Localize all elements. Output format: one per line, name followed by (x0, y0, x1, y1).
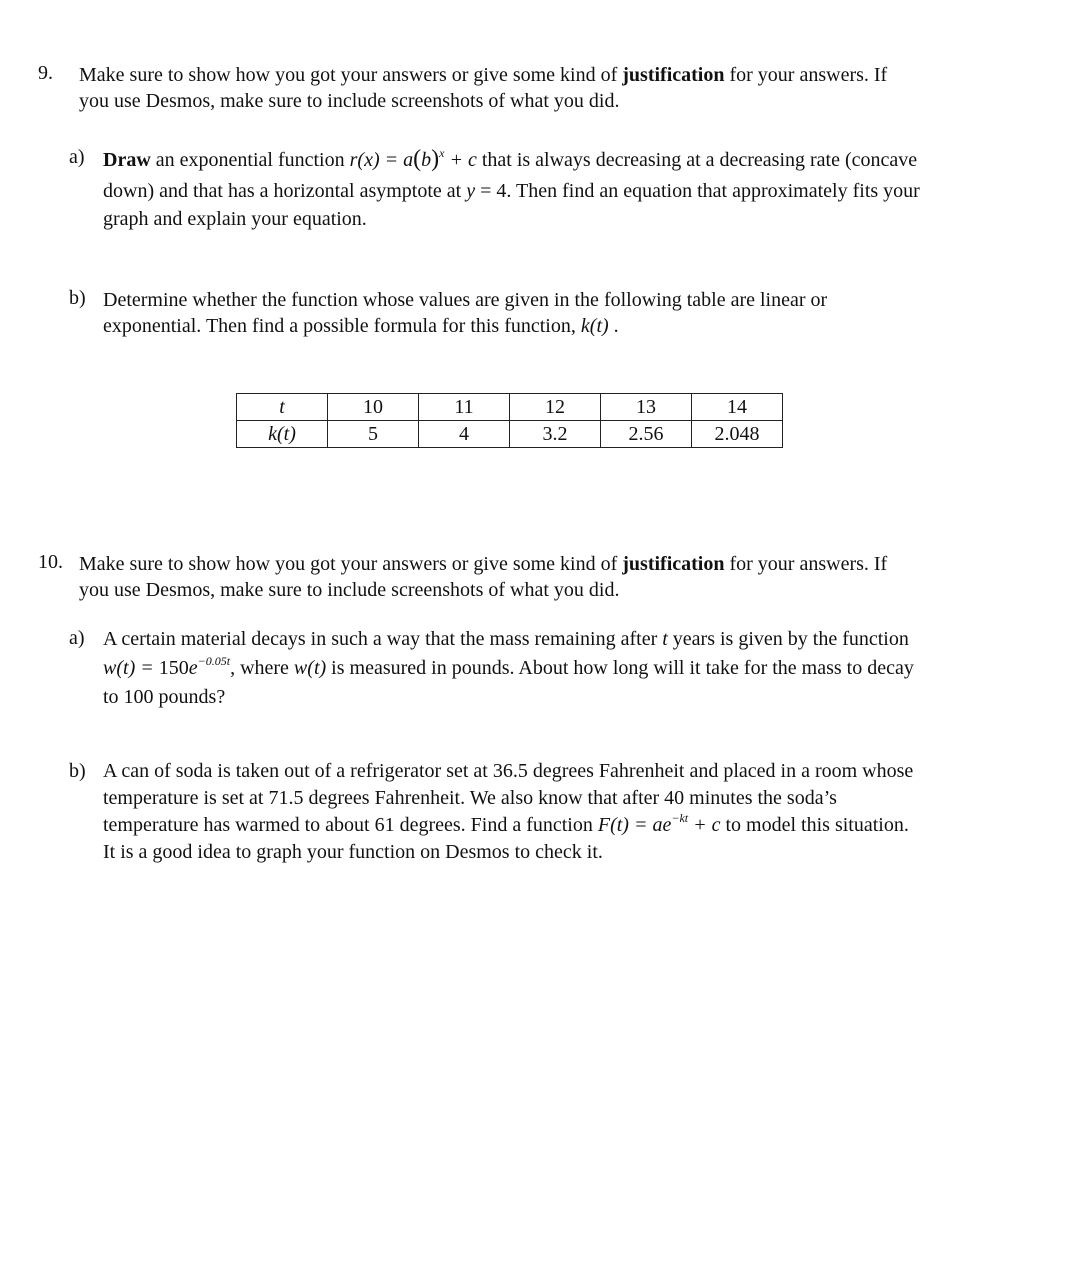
table-cell: 10 (328, 394, 419, 421)
table-cell: 14 (692, 394, 783, 421)
problem-10b-line4: It is a good idea to graph your function on Desmos to check it. (103, 841, 603, 863)
problem-10a-line1: A certain material decays in such a way that the mass remaining after (103, 628, 663, 650)
problem-9a-line2: down) and that has a horizontal asymptote at (103, 180, 467, 202)
function-F-formula: $F(t) = ae^{-kt} + c$ (597, 811, 721, 836)
function-k: k(t) (580, 315, 609, 337)
function-r-formula: $r(x) = a(b)^x + c$ (349, 146, 477, 172)
table-row-k (237, 421, 783, 448)
problem-10-intro-line2: you use Desmos, make sure to include screenshots of what you did. (79, 579, 620, 601)
problem-10-number: 10. (38, 551, 63, 573)
table-header-k: k(t) (237, 421, 328, 448)
problem-10b-text (103, 758, 1048, 866)
table-cell: 2.56 (601, 421, 692, 448)
problem-10b-label: b) (69, 760, 86, 782)
problem-9b-line1: Determine whether the function whose values are given in the following table are linear or (103, 289, 828, 311)
problem-10a-line2-end: is measured in pounds. About how long will it take for the mass to decay (326, 657, 914, 679)
problem-10a-line1-end: years is given by the function (667, 628, 909, 650)
problem-10a-line3: to 100 pounds? (103, 686, 226, 708)
problem-9-number: 9. (38, 62, 53, 84)
var-t: t (662, 628, 668, 650)
table-cell: 5 (328, 421, 419, 448)
justification-bold: justification (622, 64, 725, 86)
table-cell: 11 (419, 394, 510, 421)
table-cell: 12 (510, 394, 601, 421)
problem-9a-label: a) (69, 146, 85, 168)
problem-10b-line1: A can of soda is taken out of a refrigerator set at 36.5 degrees Fahrenheit and placed in a room whose (103, 760, 914, 782)
problem-10b-line3-end: to model this situation. (720, 814, 909, 836)
problem-10-intro (79, 551, 1039, 603)
problem-9b-line2-end: . (608, 315, 619, 337)
problem-9a-line2-end: = 4. Then find an equation that approximately fits your (475, 180, 920, 202)
var-y: y (466, 180, 476, 202)
problem-9b-line2: exponential. Then find a possible formula for this function, (103, 315, 581, 337)
problem-9b-text (103, 287, 1043, 339)
problem-9-intro (79, 62, 1039, 114)
problem-9a-text2: that is always decreasing at a decreasing rate (concave (476, 149, 918, 171)
problem-10-intro-text-end: for your answers. If (724, 553, 888, 575)
problem-10a-label: a) (69, 627, 85, 649)
problem-9a-line3: graph and explain your equation. (103, 208, 367, 230)
function-w: w(t) (293, 657, 327, 679)
draw-bold: Draw (103, 149, 151, 171)
values-table (236, 393, 783, 448)
problem-10a-line2: , where (230, 657, 294, 679)
problem-10-intro-text: Make sure to show how you got your answers or give some kind of (79, 553, 623, 575)
problem-9-intro-text: Make sure to show how you got your answers or give some kind of (79, 64, 623, 86)
function-w-formula: $w(t) = 150e^{-0.05t}$ (103, 654, 231, 679)
problem-9a-text (103, 143, 1043, 233)
problem-10a-text (103, 625, 1043, 712)
problem-10b-line2: temperature is set at 71.5 degrees Fahrenheit. We also know that after 40 minutes the soda’s (103, 787, 837, 809)
table-row-t (237, 394, 783, 421)
table-cell: 2.048 (692, 421, 783, 448)
problem-10b-line3: temperature has warmed to about 61 degrees. Find a function (103, 814, 598, 836)
problem-9a-text1: an exponential function (150, 149, 350, 171)
table-cell: 13 (601, 394, 692, 421)
table-cell: 4 (419, 421, 510, 448)
problem-9b-label: b) (69, 287, 86, 309)
problem-9-intro-line2: you use Desmos, make sure to include screenshots of what you did. (79, 90, 620, 112)
table-cell: 3.2 (510, 421, 601, 448)
table-header-t: t (237, 394, 328, 421)
problem-9-intro-text-end: for your answers. If (724, 64, 888, 86)
justification-bold: justification (622, 553, 725, 575)
